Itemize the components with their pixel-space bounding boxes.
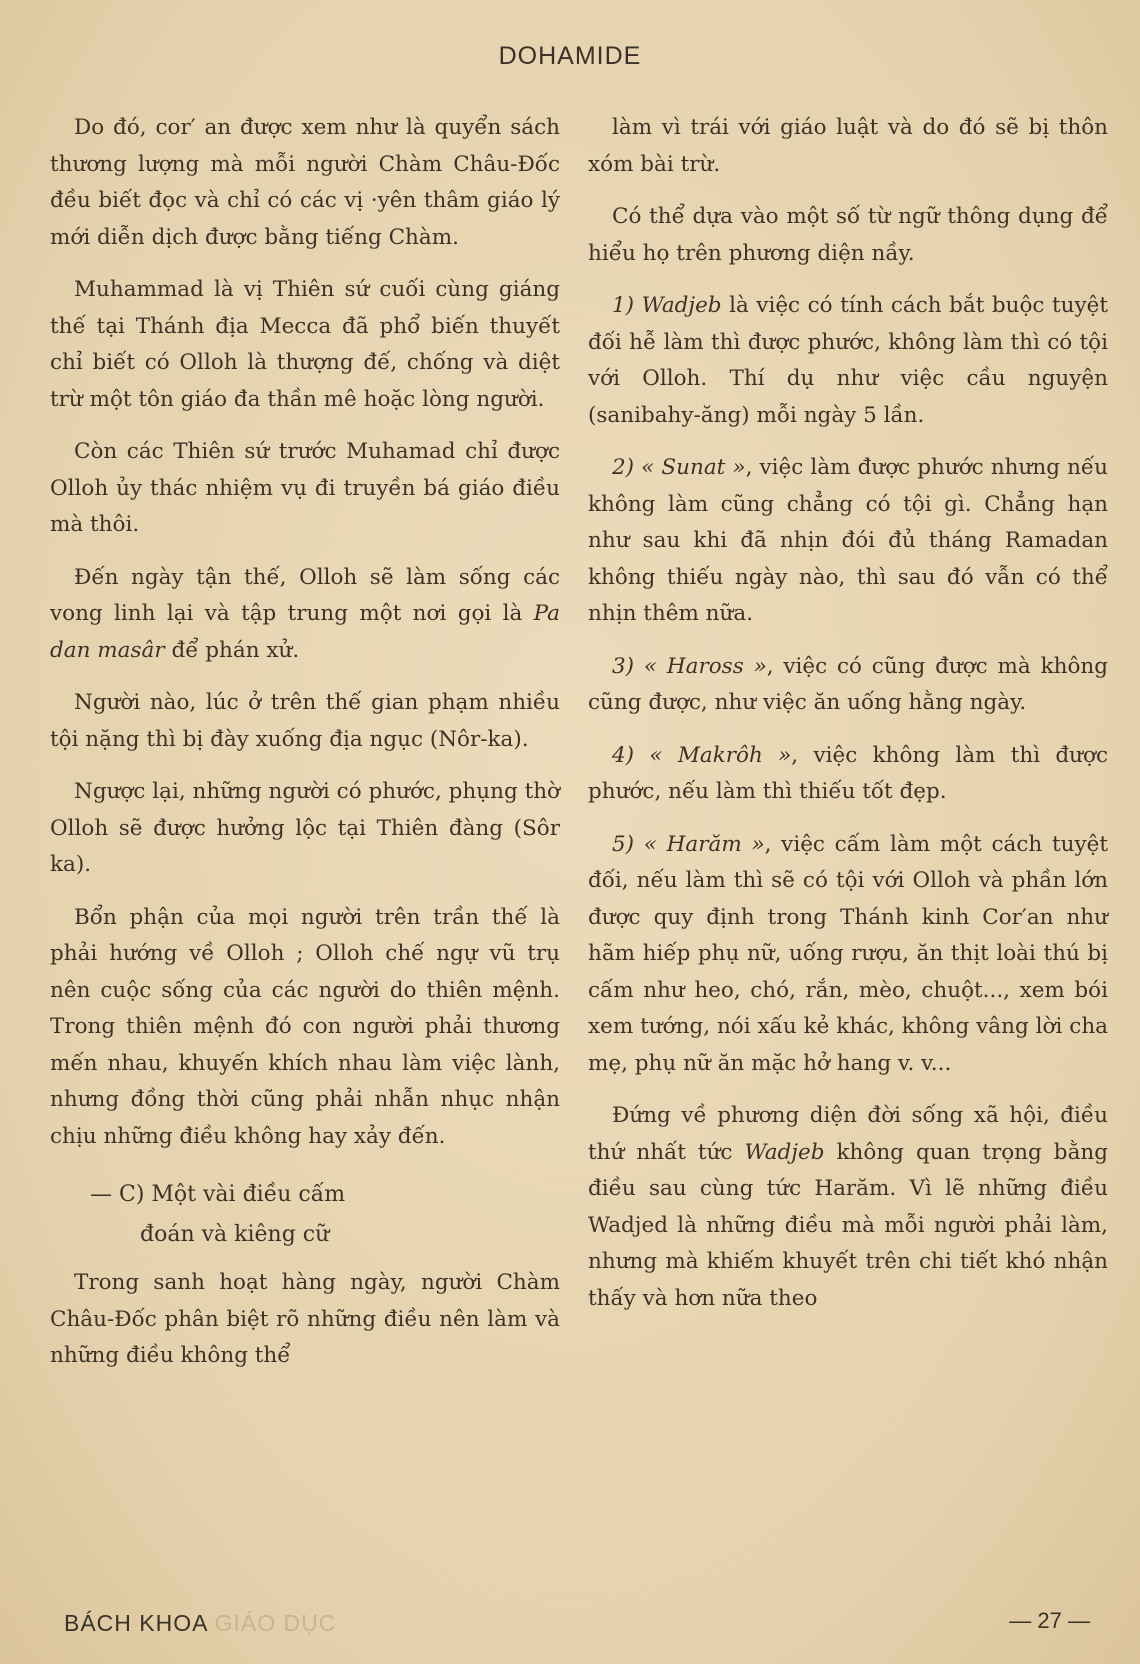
list-item	[588, 288, 1108, 434]
item-number: 1)	[612, 293, 642, 318]
italic-term: Pa dan masâr	[50, 601, 560, 663]
item-term: « Makrôh »	[649, 742, 792, 768]
item-term: « Haross »	[643, 653, 767, 679]
paragraph: Có thể dựa vào một số từ ngữ thông dụng để hiểu họ trên phương diện nầy.	[588, 204, 1108, 266]
paragraph-text: Đứng về phương diện đời sống xã hội, điều thứ nhất tức	[588, 1103, 1108, 1165]
paragraph: Muhammad là vị Thiên sứ cuối cùng giáng thế tại Thánh địa Mecca đã phổ biến thuyết chỉ biết có Olloh là thượng đế, chống và diệt trừ một tôn giáo đa thần mê hoặc lòng người.	[50, 277, 560, 412]
magazine-name-faded: GIÁO DỤC	[214, 1610, 337, 1636]
section-heading-line: — C) Một vài điều cấm	[90, 1182, 346, 1207]
item-number: 5)	[612, 831, 644, 857]
left-column	[50, 110, 560, 1391]
item-term: « Sunat »	[641, 455, 746, 480]
item-number: 3)	[612, 653, 644, 679]
item-number: 4)	[612, 742, 650, 768]
list-item	[588, 827, 1108, 1083]
list-item	[588, 738, 1108, 811]
paragraph-text: để phán xử.	[164, 637, 300, 663]
paragraph-text: không quan trọng bằng điều sau cùng tức Harăm. Vì lẽ những điều Wadjed là những điều mà mỗi người phải làm, nhưng mà khiếm khuyết trên chi tiết khó nhận thấy và hơn nữa theo	[588, 1139, 1109, 1311]
paragraph	[50, 560, 560, 670]
item-text: là việc có tính cách bắt buộc tuyệt đối hễ làm thì được phước, không làm thì có tội với Olloh. Thí dụ như việc cầu nguyện (sanibahy-ăng) mỗi ngày 5 lần.	[588, 293, 1108, 428]
magazine-name-visible: BÁCH KHOA	[64, 1610, 208, 1636]
item-text: , việc không làm thì được phước, nếu làm thì thiếu tốt đẹp.	[588, 742, 1109, 804]
italic-term: Wadjeb	[744, 1139, 825, 1165]
magazine-name	[64, 1610, 336, 1637]
section-heading-line: đoán và kiêng cữ	[140, 1222, 330, 1247]
item-text: , việc cấm làm một cách tuyệt đối, nếu làm thì sẽ có tội với Olloh và phần lớn được quy định trong Thánh kinh Cor′an như hãm hiếp phụ nữ, uống rượu, ăn thịt loài thú bị cấm như heo, chó, rắn, mèo, chuột..., xem bói xem tướng, nói xấu kẻ khác, không vâng lời cha mẹ, phụ nữ ăn mặc hở hang v. v...	[588, 831, 1108, 1076]
paragraph-text: Đến ngày tận thế, Olloh sẽ làm sống các vong linh lại và tập trung một nơi gọi là	[50, 564, 560, 626]
paragraph: Bổn phận của mọi người trên trần thế là phải hướng về Olloh ; Olloh chế ngự vũ trụ nên cuộc sống của các người do thiên mệnh. Trong thiên mệnh đó con người phải thương mến nhau, khuyến khích nhau làm việc lành, nhưng đồng thời cũng phải nhẫn nhục nhận chịu những điều không hay xảy đến.	[50, 904, 560, 1149]
running-title: DOHAMIDE	[498, 42, 642, 70]
paragraph	[588, 1098, 1108, 1317]
item-text: , việc có cũng được mà không cũng được, như việc ăn uống hằng ngày.	[588, 653, 1108, 715]
paragraph: làm vì trái với giáo luật và do đó sẽ bị thôn xóm bài trừ.	[588, 115, 1108, 177]
item-number: 2)	[612, 455, 642, 480]
item-term: « Harăm »	[643, 831, 765, 857]
paragraph: Trong sanh hoạt hàng ngày, người Chàm Châu-Đốc phân biệt rõ những điều nên làm và những điều không thể	[50, 1270, 560, 1368]
list-item	[588, 450, 1108, 633]
paragraph: Do đó, cor′ an được xem như là quyển sách thương lượng mà mỗi người Chàm Châu-Đốc đều biết đọc và chỉ có các vị ·yên thâm giáo lý mới diễn dịch được bằng tiếng Chàm.	[50, 115, 560, 250]
page-number: — 27 —	[1009, 1608, 1090, 1633]
section-heading	[50, 1175, 560, 1255]
paragraph: Còn các Thiên sứ trước Muhamad chỉ được Olloh ủy thác nhiệm vụ đi truyền bá giáo điều mà thôi.	[50, 439, 560, 537]
right-column	[588, 110, 1108, 1333]
item-term: Wadjeb	[641, 293, 722, 318]
paragraph: Ngược lại, những người có phước, phụng thờ Olloh sẽ được hưởng lộc tại Thiên đàng (Sôr ka).	[50, 779, 560, 877]
item-text: , việc làm được phước nhưng nếu không làm cũng chẳng có tội gì. Chẳng hạn như sau khi đã nhịn đói đủ tháng Ramadan không thiếu ngày nào, thì sau đó vẫn có thể nhịn thêm nữa.	[588, 455, 1109, 626]
list-item	[588, 649, 1108, 722]
paragraph: Người nào, lúc ở trên thế gian phạm nhiều tội nặng thì bị đày xuống địa ngục (Nôr-ka).	[50, 690, 560, 752]
